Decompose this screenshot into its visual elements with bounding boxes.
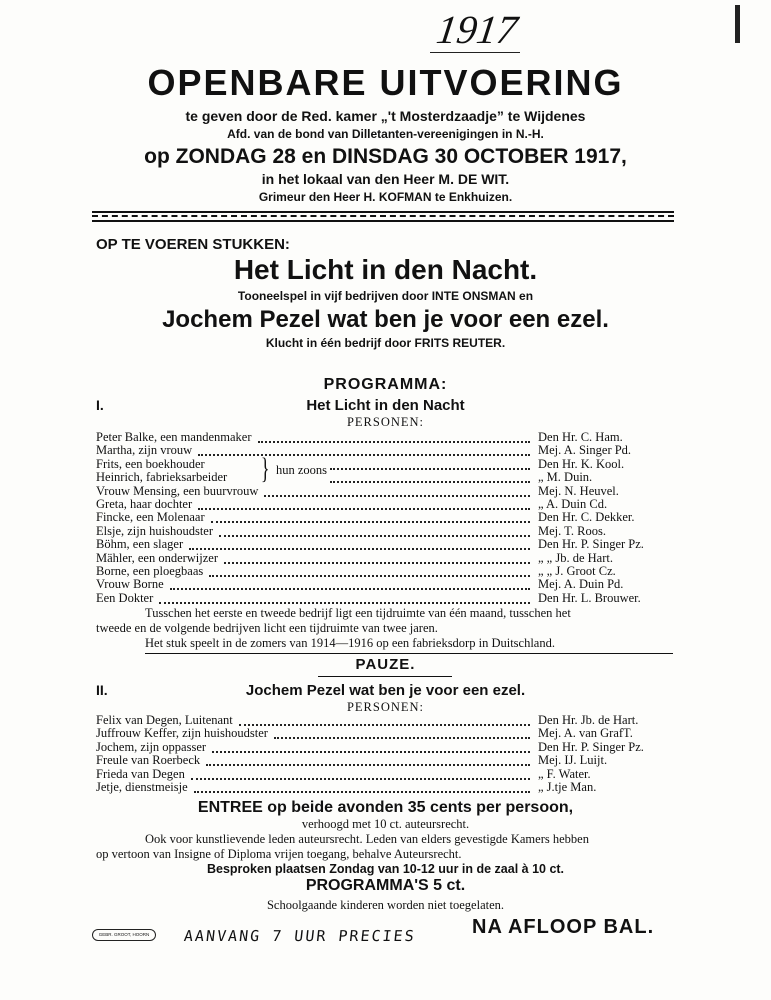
part2-role: Felix van Degen, Luitenant	[96, 713, 233, 727]
part2-role: Jochem, zijn oppasser	[96, 739, 207, 754]
pauze-label: PAUZE.	[355, 656, 416, 673]
part2-title: Jochem Pezel wat ben je voor een ezel.	[245, 682, 526, 699]
margin-mark	[735, 5, 740, 43]
header-rule-bottom	[92, 220, 674, 222]
part1-role: Heinrich, fabrieksarbeider	[96, 470, 228, 485]
programma-heading: PROGRAMMA:	[323, 376, 448, 393]
part1-role: Greta, haar dochter	[96, 497, 193, 511]
part2-actor: Mej. IJ. Luijt.	[538, 753, 608, 768]
part2-role: Freule van Roerbeck	[96, 753, 201, 768]
part1-actor: „ A. Duin Cd.	[538, 497, 608, 511]
part2-leader-dots	[194, 791, 530, 793]
part1-leader-dots	[330, 481, 530, 483]
brace-label: hun zoons	[276, 463, 328, 477]
part1-leader-dots	[211, 521, 530, 523]
part1-actor: Mej. T. Roos.	[538, 523, 606, 538]
handwritten-year: 1917	[433, 7, 521, 52]
organizer-line: te geven door de Red. kamer „'t Mosterdzaadje” te Wijdenes	[185, 108, 586, 124]
part2-role: Frieda van Degen	[96, 766, 185, 781]
note-line1: Tusschen het eerste en tweede bedrijf ligt een tijdruimte van één maand, tusschen het	[145, 606, 571, 620]
part2-leader-dots	[274, 737, 530, 739]
reserved-seats-line: Besproken plaatsen Zondag van 10-12 uur in de zaal à 10 ct.	[206, 862, 565, 876]
brace-icon: }	[260, 452, 270, 485]
play2-subtitle: Klucht in één bedrijf door FRITS REUTER.	[265, 336, 506, 350]
part1-role: Frits, een boekhouder	[96, 456, 205, 471]
entree-line: ENTREE op beide avonden 35 cents per persoon,	[197, 799, 574, 816]
part1-actor: Den Hr. L. Brouwer.	[538, 590, 641, 605]
part1-actor: Mej. A. Duin Pd.	[538, 577, 624, 592]
part1-role: Peter Balke, een mandenmaker	[96, 430, 252, 444]
part1-role: Böhm, een slager	[96, 537, 184, 552]
year-underline	[430, 52, 520, 53]
poster-title: OPENBARE UITVOERING	[147, 62, 624, 103]
part1-role: Elsje, zijn huishoudster	[96, 523, 213, 538]
makeup-artist-line: Grimeur den Heer H. KOFMAN te Enkhuizen.	[258, 190, 513, 204]
part1-leader-dots	[198, 508, 530, 510]
part1-leader-dots	[330, 468, 530, 470]
part1-leader-dots	[198, 454, 530, 456]
part2-actor: „ J.tje Man.	[538, 780, 597, 794]
part1-actor: Mej. A. Singer Pd.	[538, 443, 632, 458]
part2-leader-dots	[239, 724, 530, 726]
play2-title: Jochem Pezel wat ben je voor een ezel.	[162, 306, 609, 333]
part1-role: Mähler, een onderwijzer	[96, 550, 219, 565]
play1-title: Het Licht in den Nacht.	[233, 254, 538, 285]
part1-actor: Den Hr. P. Singer Pz.	[538, 537, 644, 552]
part1-leader-dots	[264, 495, 530, 497]
surcharge-line: verhoogd met 10 ct. auteursrecht.	[301, 817, 470, 831]
part2-personen: PERSONEN:	[346, 700, 425, 714]
part1-actor: Den Hr. K. Kool.	[538, 456, 625, 471]
play1-subtitle: Tooneelspel in vijf bedrijven door INTE ONSMAN en	[237, 289, 534, 303]
part1-actor: Den Hr. C. Ham.	[538, 430, 623, 444]
members-line2: op vertoon van Insigne of Diploma vrijen toegang, behalve Auteursrecht.	[96, 847, 462, 861]
part2-numeral: II.	[96, 682, 108, 698]
part1-leader-dots	[189, 548, 530, 550]
part1-actor: „ „ Jb. de Hart.	[538, 550, 613, 565]
start-time-stamp: AANVANG 7 UUR PRECIES	[183, 927, 417, 945]
note-line3: Het stuk speelt in de zomers van 1914—1916 op een fabrieksdorp in Duitschland.	[145, 636, 555, 650]
part1-title: Het Licht in den Nacht	[306, 397, 465, 414]
header-rule-middle	[92, 215, 674, 217]
part2-role: Jetje, dienstmeisje	[96, 780, 188, 794]
programme-price: PROGRAMMA'S 5 ct.	[305, 877, 466, 894]
part1-role: Fincke, een Molenaar	[96, 510, 205, 525]
part2-leader-dots	[206, 764, 530, 766]
part2-role: Juffrouw Keffer, zijn huishoudster	[96, 726, 268, 741]
part1-role: Martha, zijn vrouw	[96, 443, 193, 458]
part1-actor: „ M. Duin.	[538, 470, 593, 485]
pauze-rule	[145, 653, 673, 654]
part1-leader-dots	[170, 588, 530, 590]
part2-actor: „ F. Water.	[538, 766, 591, 781]
part1-leader-dots	[224, 562, 530, 564]
part1-role: Borne, een ploegbaas	[96, 564, 204, 578]
header-rule-top	[92, 211, 674, 213]
part1-actor: „ „ J. Groot Cz.	[538, 564, 616, 578]
part1-leader-dots	[258, 441, 530, 443]
part2-actor: Den Hr. P. Singer Pz.	[538, 739, 644, 754]
venue-line: in het lokaal van den Heer M. DE WIT.	[261, 171, 510, 187]
members-line1: Ook voor kunstlievende leden auteursrecht. Leden van elders gevestigde Kamers hebben	[145, 832, 589, 846]
performance-dates: op ZONDAG 28 en DINSDAG 30 OCTOBER 1917,	[144, 145, 627, 168]
part1-numeral: I.	[96, 397, 104, 413]
part2-leader-dots	[212, 751, 530, 753]
school-children-notice: Schoolgaande kinderen worden niet toegelaten.	[266, 898, 505, 912]
part1-role: Vrouw Mensing, een buurvrouw	[96, 483, 259, 498]
part1-role: Vrouw Borne	[96, 577, 164, 592]
part1-personen: PERSONEN:	[346, 415, 425, 429]
part1-leader-dots	[209, 575, 530, 577]
part2-leader-dots	[191, 778, 530, 780]
part1-role: Een Dokter	[96, 590, 154, 605]
part1-actor: Mej. N. Heuvel.	[538, 483, 619, 498]
ball-notice: NA AFLOOP BAL.	[472, 916, 655, 938]
plays-heading: OP TE VOEREN STUKKEN:	[96, 236, 290, 253]
printer-stamp: GEBR. GROOT, HOORN	[92, 929, 156, 941]
part1-actor: Den Hr. C. Dekker.	[538, 510, 635, 525]
pauze-underline	[318, 676, 452, 677]
part2-actor: Mej. A. van GrafT.	[538, 726, 633, 741]
note-line2: tweede en de volgende bedrijven licht een tijdruimte van twee jaren.	[96, 621, 438, 635]
federation-line: Afd. van de bond van Dilletanten-vereenigingen in N.-H.	[227, 127, 544, 141]
part1-leader-dots	[159, 602, 530, 604]
part1-leader-dots	[219, 535, 530, 537]
part2-actor: Den Hr. Jb. de Hart.	[538, 713, 639, 727]
